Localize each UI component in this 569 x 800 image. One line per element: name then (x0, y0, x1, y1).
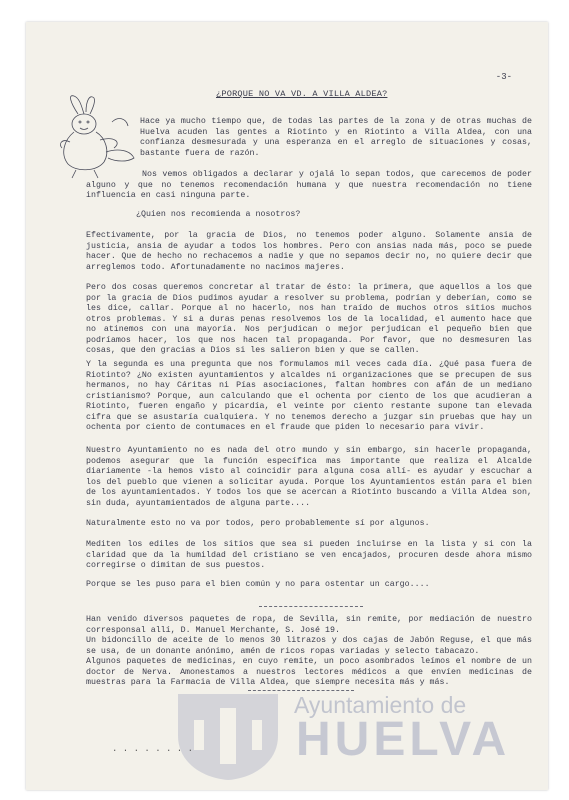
paragraph-8: Naturalmente esto no va por todos, pero probablemente sí por algunos. (86, 519, 430, 528)
paragraph-2: Nos vemos obligados a declarar y ojalá lo sepan todos, que carecemos de poder alguno y que no tenemos recomendación humana y que nuestra recomendación no tiene influencia en casi ninguna parte. (86, 170, 532, 200)
paragraph-1: Hace ya mucho tiempo que, de todas las partes de la zona y de otras muchas de Huelva acuden las gentes a Riotinto y en Riotinto a Villa Aldea, con una confianza desmesurada y una esperanza en el arreglo de situaciones y cosas, bastante fuera de razón. (140, 117, 532, 158)
paragraph-5: Pero dos cosas queremos concretar al tratar de ésto: la primera, que aquellos a los que por la gracia de Dios pudimos ayudar a resolver su problema, podrían y deberían, como se les dice, callar. Porque al no hacerlo, nos han traído de muchos otros sitios muchos otros problemas. Y si a duras penas resolvemos los de la localidad, el aumento hace que no atinemos con una mayoría. Nos perjudican o mejor perjudican el pequeño bien que podríamos hacer, los que nos hacen tal propaganda. Por favor, que no desmesuren las cosas, que den gracias a Dios si les salieron bien y que se callen. (86, 283, 532, 355)
page-number: -3- (495, 72, 512, 82)
paragraph-4: Efectivamente, por la gracia de Dios, no tenemos poder alguno. Solamente ansia de justicia, ansia de ayudar a todos los hombres. Pero con ansias nada más, poco se puede hacer. Que de hecho no rechacemos a nadie y que no sepamos decir no, no quiere decir que arreglemos todo. Afortunadamente no nacimos majeres. (86, 231, 532, 272)
watermark-line-1: Ayuntamiento de (294, 692, 467, 718)
dotted-leader: . . . . . . . . (112, 744, 194, 754)
paragraph-11: Han venido diversos paquetes de ropa, de Sevilla, sin remite, por mediación de nuestro corresponsal allí, D. Manuel Merchante, S. José 19. (86, 615, 532, 635)
paragraph-9: Mediten los ediles de los sitios que sea si pueden incluirse en la lista y si con la claridad que da la humildad del cristiano se ven encajados, procuren desde ahora mismo corregirse o dimitan de sus puestos. (86, 540, 532, 570)
paragraph-6: Y la segunda es una pregunta que nos formulamos mil veces cada día. ¿Qué pasa fuera de Riotinto? ¿No existen ayuntamientos y alcaldes ni organizaciones que se precupen de sus hermanos, no hay Cáritas ni Pías asociaciones, faltan hombres con afán de un mediano cristianismo? Porque, aun calculando que el ochenta por ciento de los que acudieran a Riotinto, fueren engaño y picardía, el veinte por ciento restante supone tan elevada cifra que se asustaría cualquiera. Y no tenemos derecho a juzgar sin pruebas que hay un ochenta por ciento de contumaces en el fraude que piden lo necesario para vivir. (86, 360, 532, 432)
paragraph-3: ¿Quien nos recomienda a nosotros? (136, 210, 301, 219)
paragraph-7: Nuestro Ayuntamiento no es nada del otro mundo y sin embargo, sin hacerle propaganda, podemos asegurar que la función específica mas importante que realiza el Alcalde diariamente -la hemos visto al coincidir para alguna cosa allí- es ayudar y escuchar a los del pueblo que vienen a solicitar ayuda. Porque los Ayuntamientos están para el bien de los ayuntamientados. Y todos los que se acercan a Riotinto buscando a Villa Aldea son, sin duda, ayuntamientados de alguna parte.... (86, 446, 532, 508)
document-page (26, 22, 548, 790)
paragraph-12: Un bidoncillo de aceite de lo menos 30 litrazos y dos cajas de Jabón Reguse, el que más se usa, de un donante anónimo, amén de ricos ropas variadas y selecto tabacazo. (86, 636, 532, 656)
watermark-line-2: HUELVA (296, 713, 511, 766)
coat-of-arms-watermark (172, 690, 284, 782)
hand-drawn-illustration (56, 92, 138, 180)
article-title: ¿PORQUE NO VA VD. A VILLA ALDEA? (216, 89, 388, 99)
section-divider (259, 606, 363, 607)
paragraph-10: Porque se les puso para el bien común y no para ostentar un cargo.... (86, 580, 430, 589)
paragraph-13: Algunos paquetes de medicinas, en cuyo remite, un poco asombrados leímos el nombre de un doctor de Nerva. Amonestamos a nuestros lectores médicos a que envíen medicinas de muestras para la Farmacia de Villa Aldea, que siempre necesita más y más. (86, 657, 532, 687)
